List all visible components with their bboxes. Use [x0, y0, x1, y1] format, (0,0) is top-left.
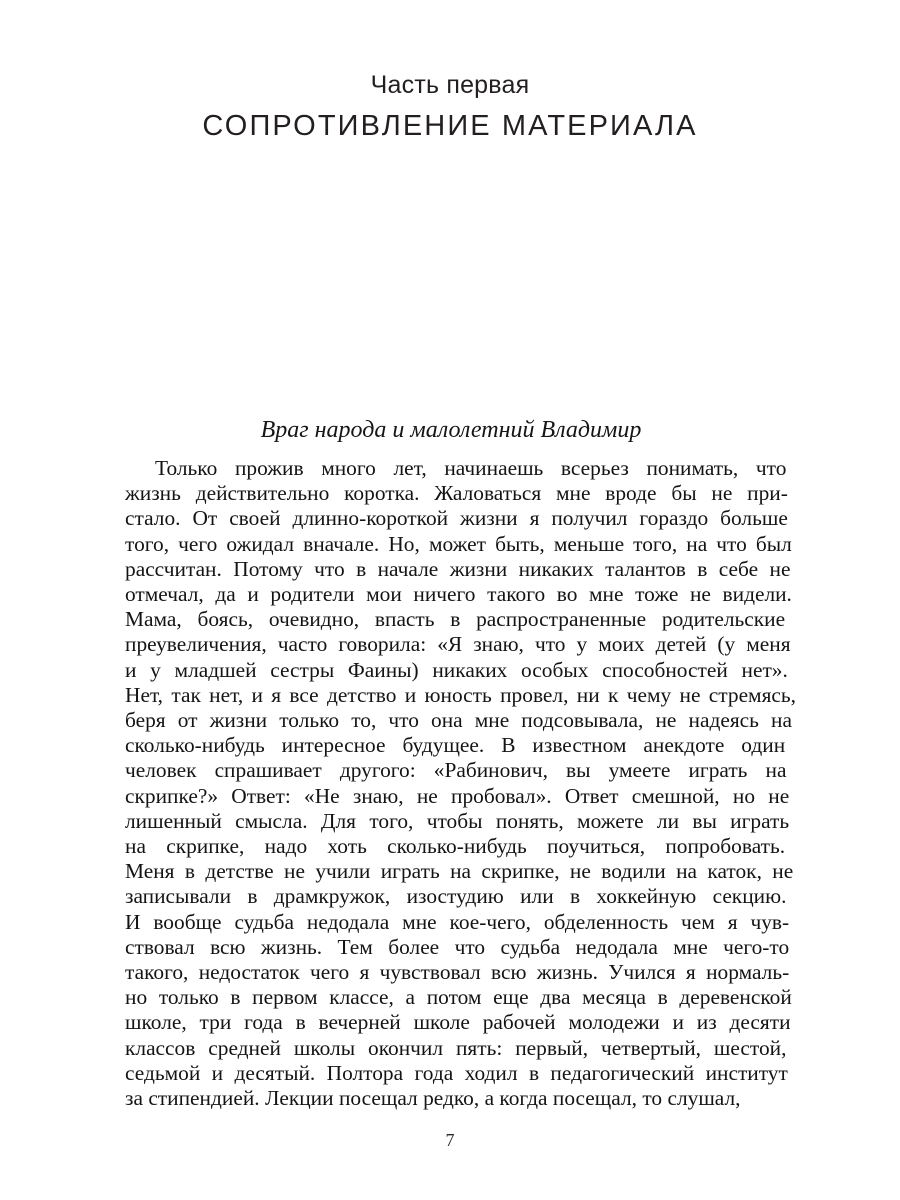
part-title-block: [0, 70, 900, 144]
body-line: Мама, боясь, очевидно, впасть в распространенные родительские: [125, 607, 786, 632]
page-number: 7: [445, 1130, 455, 1150]
body-paragraph: [125, 456, 797, 1111]
part-label: Часть первая: [370, 71, 530, 99]
body-line: на скрипке, надо хоть сколько-нибудь поучиться, попробовать.: [125, 834, 786, 859]
body-line: за стипендией. Лекции посещал редко, а когда посещал, то слушал,: [125, 1086, 741, 1111]
body-line: преувеличения, часто говорила: «Я знаю, что у моих детей (у меня: [125, 632, 791, 657]
body-line: жизнь действительно коротка. Жаловаться мне вроде бы не при-: [125, 481, 788, 506]
body-line: но только в первом классе, а потом еще два месяца в деревенской: [125, 985, 792, 1010]
part-title: СОПРОТИВЛЕНИЕ МАТЕРИАЛА: [202, 110, 698, 143]
body-line: и у младшей сестры Фаины) никаких особых способностей нет».: [125, 657, 788, 682]
body-line: отмечал, да и родители мои ничего такого во мне тоже не видели.: [125, 582, 792, 607]
body-line: Нет, так нет, и я все детство и юность провел, ни к чему не стремясь,: [125, 682, 797, 707]
body-line: записывали в драмкружок, изостудию или в хоккейную секцию.: [125, 884, 787, 909]
body-line: лишенный смысла. Для того, чтобы понять, можете ли вы играть: [125, 808, 790, 833]
body-line: беря от жизни только то, что она мне подсовывала, не надеясь на: [125, 708, 792, 733]
body-line: Меня в детстве не учили играть на скрипке, не водили на каток, не: [125, 859, 794, 884]
body-line: стало. От своей длинно-короткой жизни я получил гораздо больше: [125, 506, 788, 531]
body-line: ствовал всю жизнь. Тем более что судьба недодала мне чего-то: [125, 934, 790, 959]
body-line: человек спрашивает другого: «Рабинович, вы умеете играть на: [125, 758, 787, 783]
body-line: классов средней школы окончил пять: первый, четвертый, шестой,: [125, 1035, 787, 1060]
body-text-column: [125, 456, 797, 1111]
section-heading: Враг народа и малолетний Владимир: [260, 417, 642, 443]
body-line: рассчитан. Потому что в начале жизни никаких талантов в себе не: [125, 556, 791, 581]
body-line: того, чего ожидал вначале. Но, может быть, меньше того, на что был: [125, 531, 792, 556]
body-line: такого, недостаток чего я чувствовал всю жизнь. Учился я нормаль-: [125, 960, 790, 985]
body-line: Только прожив много лет, начинаешь всерьез понимать, что: [155, 456, 787, 480]
body-line: скрипке?» Ответ: «Не знаю, не пробовал». Ответ смешной, но не: [125, 783, 790, 808]
body-line: школе, три года в вечерней школе рабочей молодежи и из десяти: [125, 1010, 791, 1035]
body-line: сколько-нибудь интересное будущее. В известном анекдоте один: [125, 733, 786, 758]
body-line: седьмой и десятый. Полтора года ходил в педагогический институт: [125, 1060, 788, 1085]
body-line: И вообще судьба недодала мне кое-чего, обделенность чем я чув-: [125, 909, 790, 934]
